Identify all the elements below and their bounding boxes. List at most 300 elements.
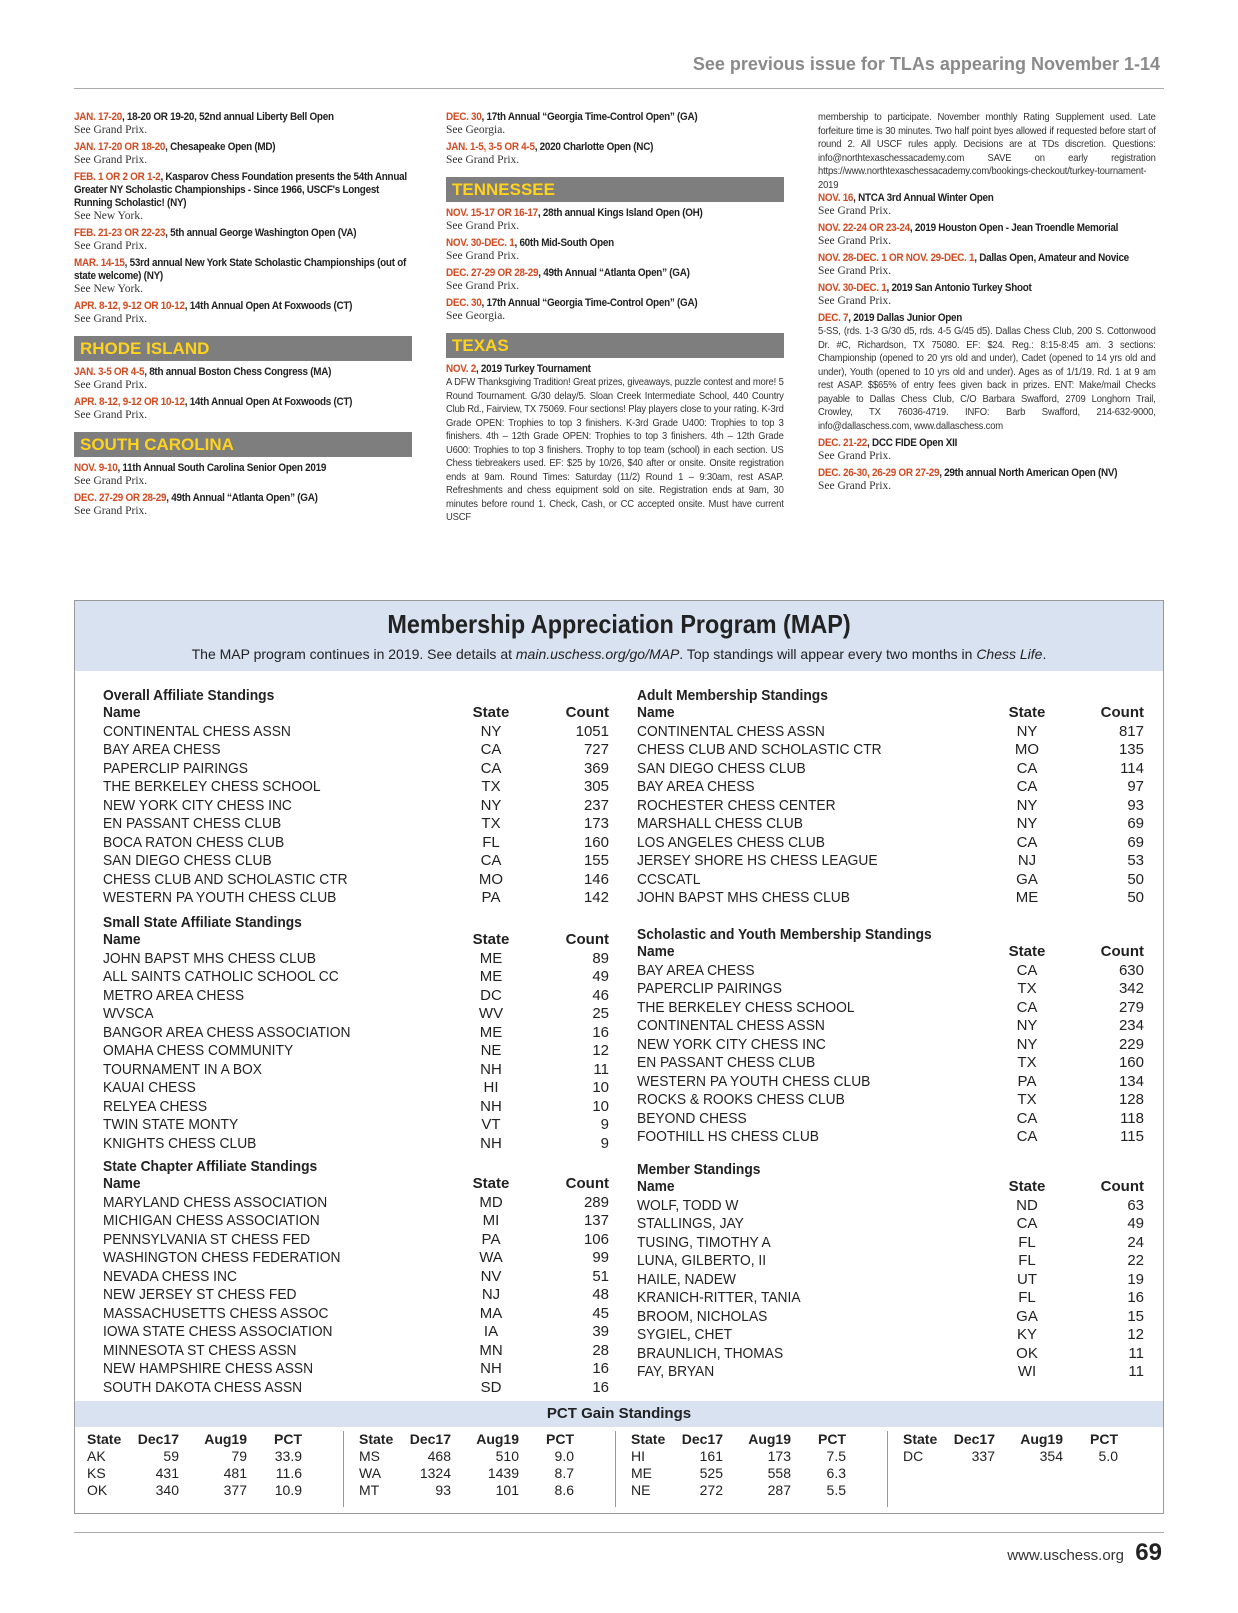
row-name: WASHINGTON CHESS FEDERATION [103, 1249, 341, 1266]
row-state: ME [1015, 889, 1039, 906]
row-state: CA [480, 852, 502, 869]
row-count: 69 [1127, 833, 1144, 851]
row-count: 9 [600, 1134, 609, 1152]
event-dates: DEC. 21-22 [818, 437, 868, 449]
row-count: 11 [593, 1060, 609, 1078]
event-dates: JAN. 17-20 OR 18-20 [74, 141, 166, 153]
map-desc-a: The MAP program continues in 2019. See details at [191, 646, 516, 662]
event-listing [446, 363, 784, 525]
row-state: NH [480, 1060, 502, 1078]
section-tennessee: TENNESSEE [446, 177, 784, 202]
row-state: IA [483, 1323, 499, 1340]
table-row [637, 1363, 1144, 1382]
table-row [103, 1378, 609, 1398]
event-body: A DFW Thanksgiving Tradition! Great prizes, giveaways, puzzle contest and more! 5 Round Tournament. G/30 delay/5. Sloan Creek Intermediate School, 440 Country Club Rd., Fairview, TX 75069. Four sections! Play players close to your rating. K-3rd Grade OPEN: Trophies to top 3 finishers. K-3rd Grade U400: Trophies to top 3 finishers. 4th – 12th Grade OPEN: Trophies to top 3 finishers. 4th – 12th Grade U600: Trophies to top 3 finishers. Trophy to top team (school) in each section. US Chess tiebreakers used. EF: $25 by 10/26, $40 after or onsite. Onsite registration ends at 9am. Round Times: Saturday (11/2) Round 1 – 9:30am, rest ASAP. Refreshments and chess equipment sold on site. Registration ends at 9am, 30 minutes before round 1. Check, Cash, or CC accepted onsite. Must have current USCF [446, 376, 784, 523]
row-count: 16 [592, 1360, 609, 1377]
row-state: ME [479, 949, 503, 967]
col-state-header: State [472, 1175, 510, 1192]
event-reference: See New York. [74, 210, 143, 222]
row-count: 89 [592, 949, 609, 967]
event-heading [74, 257, 412, 283]
standings-table [103, 687, 609, 908]
row-name: CONTINENTAL CHESS ASSN [103, 722, 291, 740]
pct-header: Dec17 [137, 1431, 179, 1447]
event-heading [818, 282, 1156, 295]
row-state: MO [1014, 741, 1040, 758]
table-header-row [103, 931, 609, 950]
map-magazine: Chess Life [976, 646, 1043, 662]
event-title: , 14th Annual Open At Foxwoods (CT) [184, 396, 353, 408]
row-count: 28 [592, 1341, 609, 1359]
pct-row [347, 1465, 607, 1482]
event-dates: NOV. 2 [446, 363, 476, 375]
table-row [637, 1233, 1144, 1253]
event-heading [818, 467, 1156, 480]
row-name: NEW YORK CITY CHESS INC [637, 1035, 826, 1053]
event-heading [446, 207, 784, 220]
col-name-header: Name [637, 704, 675, 721]
table-row [103, 1079, 609, 1098]
row-name: BAY AREA CHESS [103, 741, 221, 758]
standings-table [103, 914, 609, 1153]
event-title: , 11th Annual South Carolina Senior Open 2019 [117, 462, 327, 474]
row-name: SYGIEL, CHET [637, 1326, 733, 1343]
event-listing [74, 227, 412, 253]
pct-cell: 337 [971, 1448, 995, 1464]
row-state: DC [480, 986, 502, 1004]
pct-cell: 525 [699, 1465, 723, 1481]
row-state: TX [481, 778, 501, 795]
row-name: ALL SAINTS CATHOLIC SCHOOL CC [103, 968, 339, 985]
pct-group [347, 1431, 607, 1499]
row-name: WESTERN PA YOUTH CHESS CLUB [637, 1072, 871, 1090]
event-listing [74, 300, 412, 326]
table-row [637, 722, 1144, 742]
event-heading [818, 437, 1156, 450]
row-state: FL [1018, 1252, 1036, 1269]
pct-cell: 481 [223, 1465, 247, 1481]
row-name: JERSEY SHORE HS CHESS LEAGUE [637, 852, 878, 869]
event-reference: See Grand Prix. [74, 409, 148, 421]
row-state: VT [481, 1116, 501, 1133]
row-state: CA [480, 741, 502, 758]
event-dates: NOV. 22-24 OR 23-24 [818, 222, 910, 234]
event-dates: NOV. 15-17 OR 16-17 [446, 207, 538, 219]
row-count: 135 [1118, 741, 1144, 758]
row-count: 12 [1127, 1326, 1144, 1343]
table-row [103, 1230, 609, 1250]
row-name: WESTERN PA YOUTH CHESS CLUB [103, 889, 337, 906]
row-state: PA [481, 889, 501, 906]
row-name: WVSCA [103, 1005, 154, 1022]
row-count: 173 [583, 815, 609, 832]
table-header-row [103, 704, 609, 723]
event-reference: See Grand Prix. [446, 280, 520, 292]
row-name: NEVADA CHESS INC [103, 1267, 237, 1285]
col-state-header: State [1008, 704, 1046, 721]
pct-group [891, 1431, 1151, 1465]
row-state: TX [481, 815, 501, 832]
event-title: , NTCA 3rd Annual Winter Open [853, 192, 994, 204]
map-header [75, 601, 1163, 671]
pct-cell: 272 [699, 1482, 723, 1498]
row-name: IOWA STATE CHESS ASSOCIATION [103, 1323, 333, 1340]
col-count-header: Count [565, 1175, 609, 1192]
row-state: NH [480, 1097, 502, 1115]
page-number: 69 [1135, 1539, 1162, 1566]
top-bar [74, 52, 1164, 89]
row-count: 289 [583, 1193, 609, 1211]
row-name: CHESS CLUB AND SCHOLASTIC CTR [637, 741, 882, 758]
row-state: NY [1016, 1017, 1038, 1034]
pct-cell: 173 [767, 1448, 791, 1464]
row-state: MN [479, 1341, 503, 1359]
col-state-header: State [1008, 1178, 1046, 1195]
row-name: PAPERCLIP PAIRINGS [103, 759, 248, 777]
pct-row [75, 1482, 335, 1499]
row-state: SD [480, 1378, 502, 1396]
pct-cell: 6.3 [826, 1465, 846, 1481]
table-title: Member Standings [637, 1161, 761, 1178]
row-name: BRAUNLICH, THOMAS [637, 1344, 784, 1362]
event-heading [446, 237, 784, 250]
event-heading [74, 227, 412, 240]
event-listing [446, 207, 784, 233]
table-row [637, 980, 1144, 999]
pct-cell: WA [359, 1465, 382, 1481]
pct-cell: 8.7 [554, 1465, 574, 1481]
row-count: 817 [1118, 722, 1144, 740]
event-title: , DCC FIDE Open XII [867, 437, 958, 449]
event-title: , 2020 Charlotte Open (NC) [534, 141, 654, 153]
event-reference: See Grand Prix. [818, 295, 892, 307]
table-row [103, 833, 609, 853]
pct-cell: 340 [155, 1482, 179, 1498]
event-dates: APR. 8-12, 9-12 OR 10-12 [74, 396, 185, 408]
row-state: NY [1016, 815, 1038, 832]
pct-row [75, 1448, 335, 1465]
header-note: See previous issue for TLAs appearing November 1-14 [692, 54, 1160, 74]
row-state: CA [1016, 1128, 1038, 1145]
row-name: EN PASSANT CHESS CLUB [103, 815, 282, 832]
row-count: 279 [1118, 998, 1144, 1016]
row-state: OK [1016, 1344, 1038, 1362]
row-count: 237 [583, 796, 609, 814]
row-name: BANGOR AREA CHESS ASSOCIATION [103, 1023, 351, 1041]
pct-header: Aug19 [204, 1431, 247, 1447]
event-reference: See Grand Prix. [74, 475, 148, 487]
event-reference: See Grand Prix. [74, 240, 148, 252]
row-state: FL [1018, 1233, 1036, 1251]
row-state: CA [1016, 778, 1038, 795]
pct-cell: 354 [1039, 1448, 1063, 1464]
row-count: 16 [1127, 1289, 1144, 1306]
row-state: WV [478, 1005, 504, 1022]
col-state-header: State [472, 931, 510, 948]
table-row [103, 1193, 609, 1213]
tla-columns [74, 111, 1164, 581]
table-row [637, 1252, 1144, 1271]
row-name: METRO AREA CHESS [103, 986, 245, 1004]
event-title: , 17th Annual “Georgia Time-Control Open” (GA) [481, 111, 698, 123]
row-state: CA [1016, 833, 1038, 851]
row-state: NY [1016, 796, 1038, 814]
event-dates: JAN. 17-20 [74, 111, 122, 123]
pct-header-row [619, 1431, 879, 1448]
table-row [637, 1215, 1144, 1234]
event-reference: See Grand Prix. [818, 265, 892, 277]
event-title: , 28th annual Kings Island Open (OH) [537, 207, 703, 219]
col-count-header: Count [565, 931, 609, 948]
row-name: LUNA, GILBERTO, II [637, 1252, 767, 1269]
pct-row [347, 1448, 607, 1465]
table-row [103, 1005, 609, 1024]
row-state: WI [1017, 1363, 1037, 1380]
table-row [103, 1249, 609, 1268]
event-dates: FEB. 21-23 OR 22-23 [74, 227, 166, 239]
section-south-carolina: SOUTH CAROLINA [74, 432, 412, 457]
row-name: BOCA RATON CHESS CLUB [103, 833, 285, 851]
pct-cell: DC [903, 1448, 924, 1464]
event-title: , 49th Annual “Atlanta Open” (GA) [538, 267, 690, 279]
col-count-header: Count [1100, 704, 1144, 721]
row-count: 146 [583, 870, 609, 888]
row-name: NEW YORK CITY CHESS INC [103, 796, 292, 814]
row-state: FL [1018, 1289, 1036, 1306]
event-reference: See Grand Prix. [818, 205, 892, 217]
pct-cell: 8.6 [554, 1482, 574, 1498]
row-count: 137 [583, 1212, 609, 1229]
row-count: 49 [592, 968, 609, 985]
table-header-row [637, 943, 1144, 962]
event-listing [818, 312, 1156, 433]
row-count: 53 [1127, 852, 1144, 869]
row-state: NY [1016, 1035, 1038, 1053]
event-listing [818, 222, 1156, 248]
table-row [637, 833, 1144, 853]
column-2 [446, 111, 784, 529]
event-heading [446, 141, 784, 154]
row-state: FL [482, 833, 500, 851]
row-name: THE BERKELEY CHESS SCHOOL [637, 998, 855, 1016]
event-body: 5-SS, (rds. 1-3 G/30 d5, rds. 4-5 G/45 d5). Dallas Chess Club, 200 S. Cottonwood Dr. #C, Richardson, TX 75080. EF: $24. Reg.: 8:15-8:45 am. 3 sections: Championship (opened to 20 yrs old and under), Cadet (opened to 14 yrs old and under), Youth (opened to 10 yrs old and under). Ages as of 1/1/19. Rd. 1 at 9 am rest ASAP. $$65% of entry fees given back in prizes. ENT: Make/mail Checks payable to Dallas Chess Club, C/O Barbara Swafford, 2709 Longhorn Trail, Crowley, TX 76036-4719. INFO: Barb Swafford, 214-632-9000, info@dallaschess.com, www.dallaschess.com [818, 325, 1156, 432]
row-state: MA [479, 1304, 503, 1322]
row-state: UT [1017, 1270, 1037, 1288]
event-dates: MAR. 14-15 [74, 257, 125, 269]
table-row [637, 796, 1144, 816]
col-state-header: State [472, 704, 510, 721]
pct-cell: KS [87, 1465, 106, 1481]
pct-row [619, 1465, 879, 1482]
row-state: NY [480, 722, 502, 740]
row-count: 11 [1128, 1363, 1144, 1380]
event-listing [446, 237, 784, 263]
event-title: , 2019 San Antonio Turkey Shoot [886, 282, 1032, 294]
pct-group [619, 1431, 879, 1499]
row-count: 115 [1120, 1128, 1144, 1145]
pct-cell: NE [631, 1482, 651, 1498]
row-count: 45 [592, 1304, 609, 1322]
table-row [637, 1344, 1144, 1364]
pct-header: PCT [818, 1431, 846, 1447]
col-state-header: State [1008, 943, 1046, 960]
row-name: BEYOND CHESS [637, 1109, 747, 1127]
row-state: NY [480, 796, 502, 814]
pct-cell: 9.0 [554, 1448, 574, 1464]
row-count: 106 [583, 1230, 609, 1248]
row-count: 19 [1127, 1270, 1144, 1288]
pct-cell: 1439 [487, 1465, 519, 1481]
row-state: CA [1016, 1215, 1038, 1232]
pct-cell: 93 [435, 1482, 451, 1498]
pct-cell: 5.5 [826, 1482, 846, 1498]
row-count: 25 [592, 1005, 609, 1022]
row-count: 15 [1127, 1307, 1144, 1325]
event-dates: NOV. 30-DEC. 1 [446, 237, 515, 249]
event-title: , Dallas Open, Amateur and Novice [974, 252, 1129, 264]
row-count: 305 [583, 778, 609, 795]
event-title: , 5th annual George Washington Open (VA) [165, 227, 357, 239]
event-dates: NOV. 16 [818, 192, 854, 204]
row-state: NY [1016, 722, 1038, 740]
table-row [103, 1267, 609, 1287]
pct-cell: 33.9 [274, 1448, 302, 1464]
event-dates: JAN. 3-5 OR 4-5 [74, 366, 145, 378]
table-row [103, 1360, 609, 1379]
table-row [103, 852, 609, 871]
event-heading [74, 141, 412, 154]
table-row [637, 1196, 1144, 1216]
row-state: TX [1017, 980, 1037, 997]
table-row [637, 1326, 1144, 1345]
table-row [637, 1091, 1144, 1110]
pct-cell: MS [359, 1448, 380, 1464]
event-reference: See Grand Prix. [446, 154, 520, 166]
row-name: MARSHALL CHESS CLUB [637, 815, 803, 832]
table-row [637, 998, 1144, 1018]
row-name: JOHN BAPST MHS CHESS CLUB [103, 949, 316, 967]
table-row [103, 968, 609, 987]
row-name: KAUAI CHESS [103, 1079, 196, 1096]
col-count-header: Count [1100, 943, 1144, 960]
row-name: KRANICH-RITTER, TANIA [637, 1289, 801, 1306]
row-state: CA [1016, 1109, 1038, 1127]
table-row [637, 1128, 1144, 1147]
event-title: , 2019 Turkey Tournament [475, 363, 591, 375]
event-reference: See Georgia. [446, 310, 506, 322]
row-count: 12 [592, 1042, 609, 1059]
col-count-header: Count [1100, 1178, 1144, 1195]
table-title: Overall Affiliate Standings [103, 687, 275, 704]
table-row [637, 961, 1144, 981]
event-listing [818, 252, 1156, 278]
pct-cell: 7.5 [826, 1448, 846, 1464]
table-row [103, 1134, 609, 1154]
footer-url[interactable]: www.uschess.org [1007, 1547, 1124, 1564]
table-row [103, 722, 609, 742]
col-name-header: Name [103, 1175, 141, 1192]
table-row [103, 778, 609, 797]
row-count: 63 [1127, 1196, 1144, 1214]
section-texas: TEXAS [446, 333, 784, 358]
table-row [637, 889, 1144, 908]
pct-header-row [347, 1431, 607, 1448]
pct-header: State [631, 1431, 666, 1447]
pct-header: Dec17 [681, 1431, 723, 1447]
col-name-header: Name [637, 1178, 675, 1195]
table-title: State Chapter Affiliate Standings [103, 1158, 318, 1175]
event-listing [446, 267, 784, 293]
event-listing [818, 467, 1156, 493]
table-title: Scholastic and Youth Membership Standings [637, 926, 932, 943]
row-name: SAN DIEGO CHESS CLUB [103, 852, 272, 869]
event-reference: See Grand Prix. [74, 154, 148, 166]
event-dates: NOV. 30-DEC. 1 [818, 282, 887, 294]
pct-row [619, 1482, 879, 1499]
row-name: RELYEA CHESS [103, 1097, 208, 1115]
row-count: 39 [592, 1323, 609, 1340]
pct-cell: 11.6 [275, 1465, 302, 1481]
row-name: TUSING, TIMOTHY A [637, 1233, 771, 1251]
row-name: EN PASSANT CHESS CLUB [637, 1054, 816, 1071]
row-count: 369 [583, 759, 609, 777]
row-count: 51 [592, 1267, 609, 1285]
event-body-continued: membership to participate. November monthly Rating Supplement used. Late forfeiture time is 30 minutes. Two half point byes allowed if requested before start of round 2. All USCF rules apply. Decisions are at TDs discretion. Questions: info@northtexaschessacademy.com SAVE on early registration https://www.northtexaschessacademy.com/bookings-checkout/turkey-tournament-2019 [818, 111, 1156, 191]
event-title: , 17th Annual “Georgia Time-Control Open” (GA) [481, 297, 698, 309]
event-reference: See Grand Prix. [818, 450, 892, 462]
pct-cell: 10.9 [274, 1482, 302, 1498]
row-count: 49 [1127, 1215, 1144, 1232]
pct-cell: 510 [495, 1448, 519, 1464]
table-row [637, 815, 1144, 834]
table-row [637, 1035, 1144, 1055]
event-heading [74, 111, 412, 124]
table-row [637, 1307, 1144, 1327]
pct-cell: 59 [163, 1448, 179, 1464]
row-name: BAY AREA CHESS [637, 778, 755, 795]
row-name: NEW JERSEY ST CHESS FED [103, 1286, 297, 1303]
event-reference: See Georgia. [446, 124, 506, 136]
event-heading [74, 396, 412, 409]
pct-cell: 5.0 [1098, 1448, 1118, 1464]
row-name: BROOM, NICHOLAS [637, 1307, 768, 1325]
pct-header: PCT [274, 1431, 302, 1447]
table-row [103, 1060, 609, 1080]
row-name: MASSACHUSETTS CHESS ASSOC [103, 1304, 329, 1322]
row-count: 229 [1118, 1035, 1144, 1053]
table-row [103, 1097, 609, 1117]
table-row [103, 1023, 609, 1043]
row-state: ME [479, 968, 503, 985]
col-name-header: Name [103, 704, 141, 721]
event-listing [74, 257, 412, 296]
row-name: TWIN STATE MONTY [103, 1116, 239, 1133]
event-heading [74, 171, 412, 210]
pct-cell: 161 [699, 1448, 723, 1464]
row-count: 11 [1128, 1344, 1144, 1362]
event-title: , Kasparov Chess Foundation presents the 54th Annual Greater NY Scholastic Championships - Since 1966, USCF's Longest Running Scholastic! (NY) [74, 171, 407, 209]
map-link[interactable]: main.uschess.org/go/MAP [515, 646, 680, 662]
pct-header: Aug19 [476, 1431, 519, 1447]
event-heading [818, 192, 1156, 205]
row-count: 134 [1118, 1072, 1144, 1090]
row-count: 69 [1127, 815, 1144, 832]
row-name: CCSCATL [637, 870, 701, 888]
standings-table [637, 687, 1144, 908]
event-title: , 53rd annual New York State Scholastic Championships (out of state welcome) (NY) [74, 257, 407, 282]
event-listing [74, 462, 412, 488]
row-count: 22 [1127, 1252, 1144, 1269]
